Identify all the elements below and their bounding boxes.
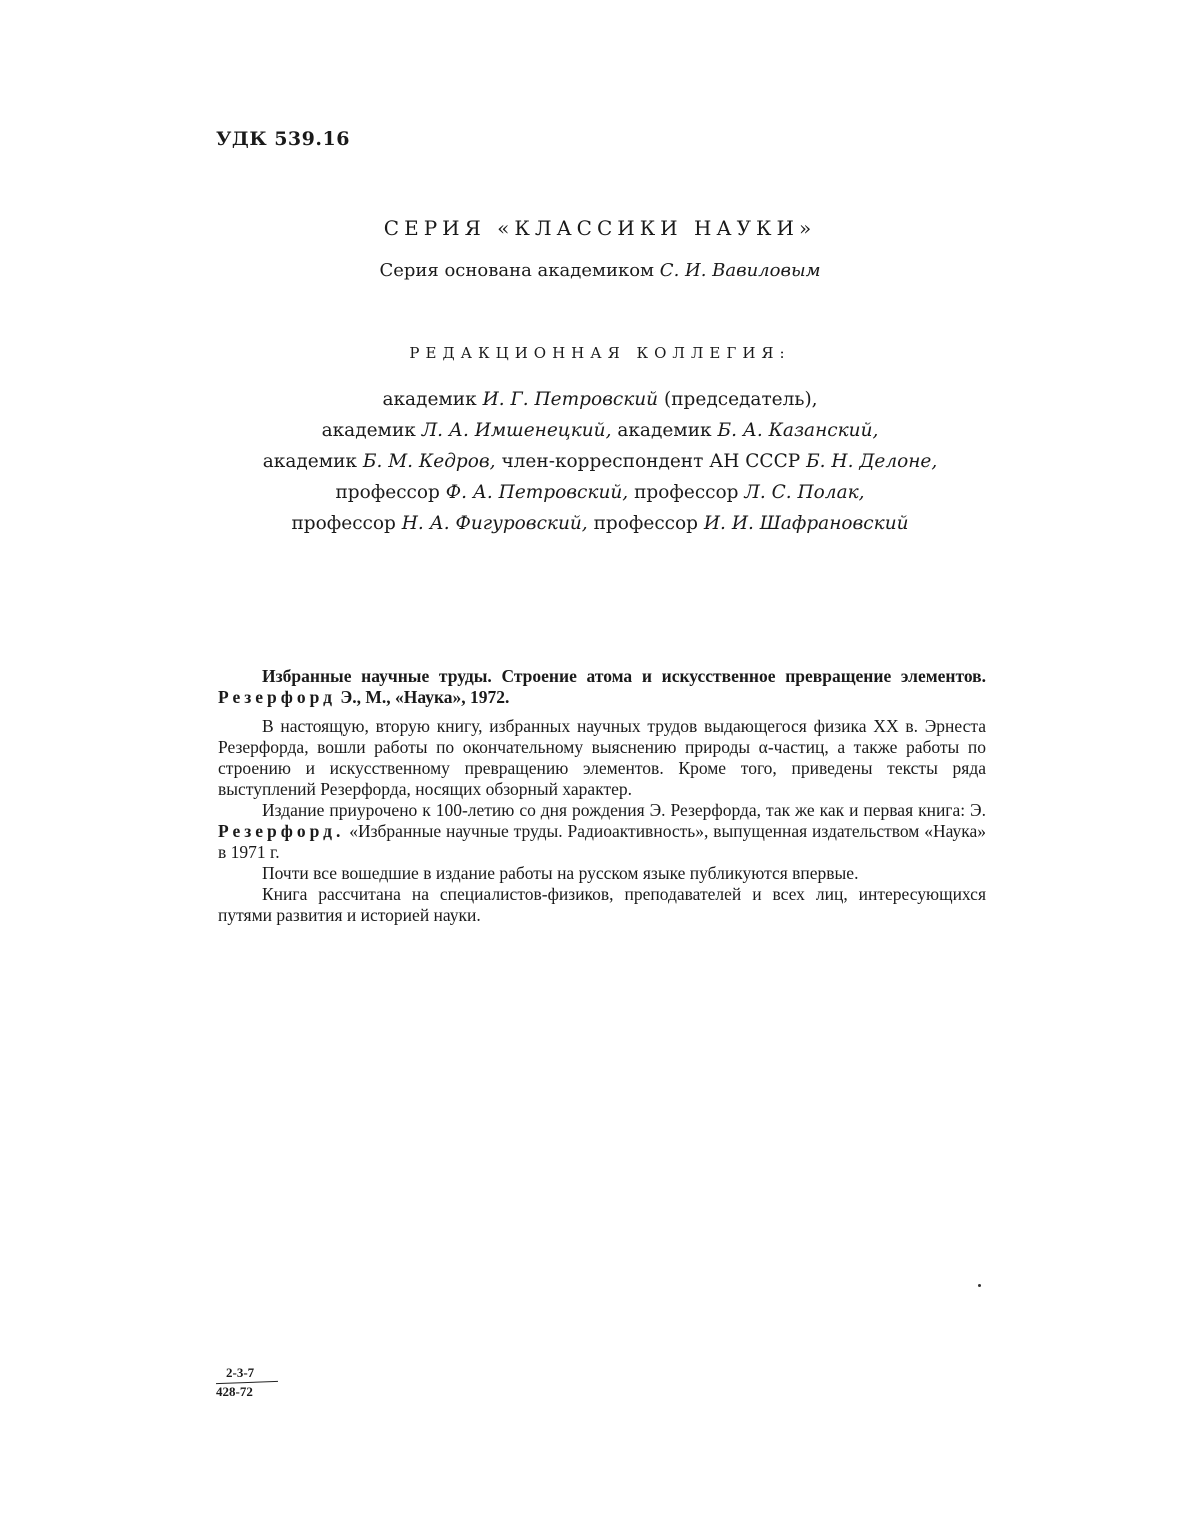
paragraph-text: Издание приурочено к 100-летию со дня рождения Э. Резерфорда, так же как и первая книга: Э. [262,800,986,820]
board-line-5 [0,508,1200,539]
board-member-name: Н. А. Фигуровский, [401,513,588,534]
book-title: Избранные научные труды. Строение атома и искусственное превращение элементов. [262,666,986,686]
author-name: Резерфорд. [218,821,345,841]
board-line-2 [0,415,1200,446]
publication-info: Э., М., «Наука», 1972. [340,687,510,707]
annotation-paragraph: В настоящую, вторую книгу, избранных научных трудов выдающегося физика XX в. Эрнеста Резерфорда, вошли работы по окончательному выяснению природы α-частиц, а также работы по строению и искусственному превращению элементов. Кроме того, приведены тексты ряда выступлений Резерфорда, носящих обзорный характер. [218,716,986,799]
series-title: СЕРИЯ «КЛАССИКИ НАУКИ» [383,216,817,240]
print-speck [978,1284,981,1287]
board-title: профессор [291,513,396,534]
board-title: академик [321,420,416,441]
board-member-name: Б. Н. Делоне, [806,451,938,472]
annotation-paragraph [218,800,986,863]
book-author: Резерфорд [218,687,336,707]
bibliographic-entry [218,666,986,708]
board-member-name: И. И. Шафрановский [703,513,909,534]
editorial-board-members [0,384,1200,539]
series-founded [0,260,1200,281]
series-founded-text: Серия основана академиком [379,260,655,281]
catalog-code-top: 2-3-7 [226,1365,255,1380]
board-member-name: Б. М. Кедров, [362,451,496,472]
board-title: профессор [634,482,739,503]
board-member-name: Б. А. Казанский, [717,420,879,441]
board-member-name: И. Г. Петровский [482,389,659,410]
board-member-name: Л. А. Имшенецкий, [421,420,612,441]
board-title: академик [262,451,357,472]
paragraph-text: «Избранные научные труды. Радиоактивность», выпущенная издательством «Наука» в 1971 г. [218,821,986,862]
board-line-3 [0,446,1200,477]
board-title: профессор [593,513,699,534]
series-founder-name: С. И. Вавиловым [659,260,821,281]
annotation-paragraph: Книга рассчитана на специалистов-физиков, преподавателей и всех лиц, интересующихся путями развития и историей науки. [218,884,986,925]
board-title: академик [617,420,712,441]
catalog-codes [216,1365,278,1400]
board-member-name: Ф. А. Петровский, [445,482,629,503]
board-title: академик [382,389,477,410]
board-line-4 [0,477,1200,508]
book-annotation [218,666,986,926]
board-title: член-корреспондент АН СССР [501,451,801,472]
editorial-board-heading: РЕДАКЦИОННАЯ КОЛЛЕГИЯ: [409,344,791,362]
udk-code: УДК 539.16 [216,128,350,150]
catalog-code-bottom: 428-72 [216,1384,253,1399]
board-title: профессор [335,482,440,503]
board-line-1 [0,384,1200,415]
board-role: (председатель), [663,389,818,410]
board-member-name: Л. С. Полак, [744,482,865,503]
annotation-paragraph: Почти все вошедшие в издание работы на русском языке публикуются впервые. [262,863,859,883]
